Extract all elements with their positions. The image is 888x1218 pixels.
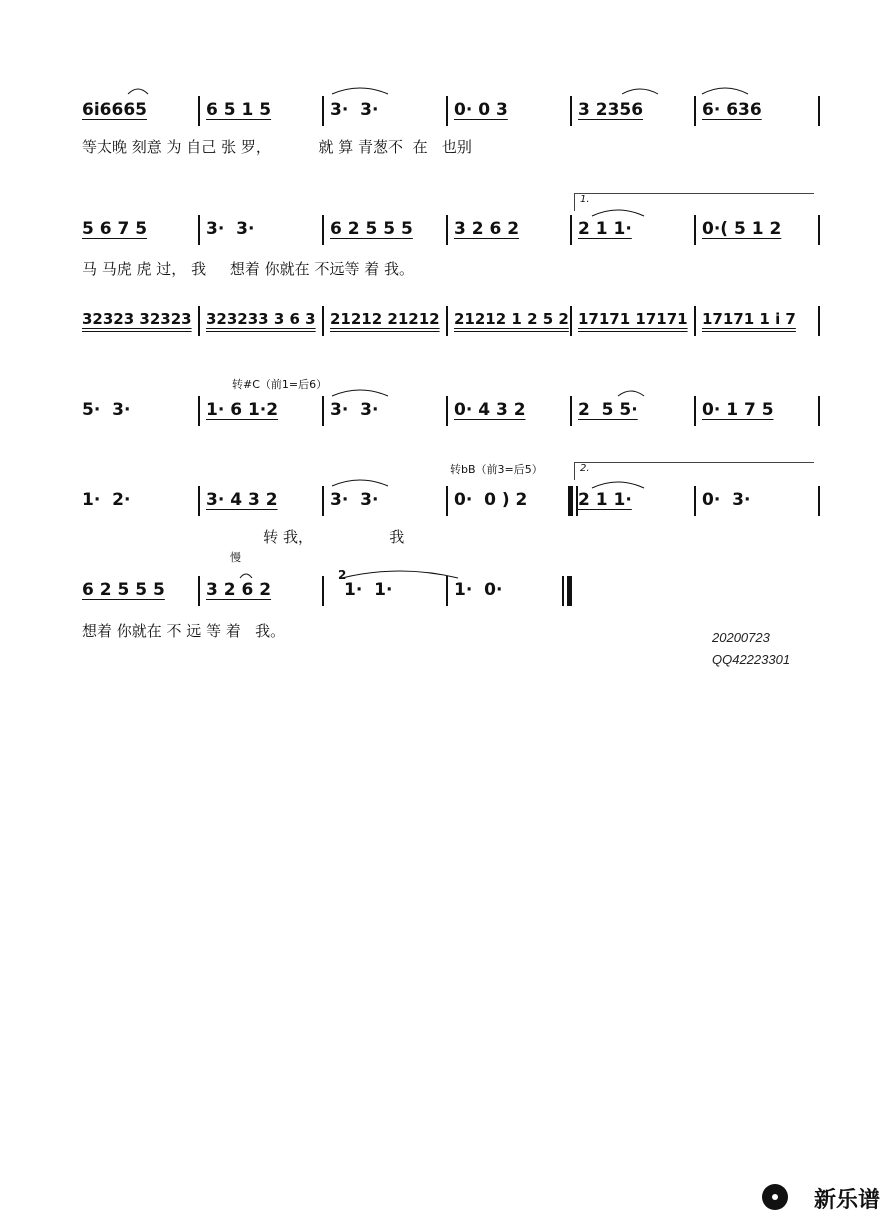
score-line-1 xyxy=(82,100,822,126)
score-line-6 xyxy=(82,580,822,606)
barline xyxy=(322,576,324,606)
final-barline-thick xyxy=(567,576,572,606)
score-line-3 xyxy=(82,310,822,336)
barline xyxy=(694,486,696,516)
measure-3-4: 21212 1 2 5 2 xyxy=(454,310,569,328)
measure-1-6: 6· 636 xyxy=(702,100,762,120)
barline xyxy=(198,306,200,336)
measure-3-3: 21212 21212 xyxy=(330,310,440,328)
barline xyxy=(198,96,200,126)
barline xyxy=(446,96,448,126)
measure-2-3: 6 2 5 5 5 xyxy=(330,219,413,239)
measure-2-4: 3 2 6 2 xyxy=(454,219,520,239)
volta-bracket-2 xyxy=(574,462,814,463)
measure-3-5: 17171 17171 xyxy=(578,310,688,328)
barline xyxy=(322,96,324,126)
lyrics-line-1: 等太晚 刻意 为 自己 张 罗， 就 算 青葱不 在 也别 xyxy=(82,138,472,156)
lyrics-line-2: 马 马虎 虎 过， 我 想着 你就在 不远等 着 我。 xyxy=(82,260,414,278)
volta-number-2: 2. xyxy=(580,463,590,474)
measure-4-5: 2 5 5· xyxy=(578,400,638,420)
slur xyxy=(330,82,390,96)
barline xyxy=(198,486,200,516)
final-barline-thin xyxy=(562,576,564,606)
volta-hook xyxy=(574,193,575,211)
repeat-barline xyxy=(568,486,573,516)
barline xyxy=(322,486,324,516)
measure-3-2: 323233 3 6 3 xyxy=(206,310,316,328)
measure-6-1: 6 2 5 5 5 xyxy=(82,580,165,600)
tempo-mark: 慢 xyxy=(230,551,241,564)
barline xyxy=(570,215,572,245)
slur xyxy=(590,476,646,490)
music-disc-icon xyxy=(762,1184,788,1210)
measure-5-1: 1· 2· xyxy=(82,490,131,510)
barline xyxy=(818,215,820,245)
slur xyxy=(590,204,646,218)
barline xyxy=(818,396,820,426)
barline xyxy=(694,396,696,426)
measure-5-4: 0· 0 ) 2 xyxy=(454,490,528,510)
barline xyxy=(446,396,448,426)
measure-4-1: 5· 3· xyxy=(82,400,131,420)
measure-4-4: 0· 4 3 2 xyxy=(454,400,526,420)
measure-3-6: 17171 1 i 7 xyxy=(702,310,796,328)
barline xyxy=(322,396,324,426)
score-line-2 xyxy=(82,219,822,245)
slur xyxy=(616,386,646,398)
barline xyxy=(570,396,572,426)
score-line-4 xyxy=(82,400,822,426)
measure-4-3: 3· 3· xyxy=(330,400,379,420)
barline xyxy=(322,306,324,336)
slur xyxy=(330,474,390,488)
barline xyxy=(694,215,696,245)
slur xyxy=(330,384,390,398)
measure-4-2: 1· 6 1·2 xyxy=(206,400,279,420)
measure-1-5: 3 2356 xyxy=(578,100,644,120)
measure-2-6: 0·( 5 1 2 xyxy=(702,219,782,239)
barline xyxy=(322,215,324,245)
measure-1-2: 6 5 1 5 xyxy=(206,100,272,120)
time-signature-2: 2 xyxy=(338,568,347,582)
slur xyxy=(340,564,460,580)
barline xyxy=(446,215,448,245)
slur xyxy=(700,82,750,96)
measure-5-6: 0· 3· xyxy=(702,490,751,510)
measure-4-6: 0· 1 7 5 xyxy=(702,400,774,420)
measure-1-3: 3· 3· xyxy=(330,100,379,120)
volta-number-1: 1. xyxy=(580,194,590,205)
qq-stamp: QQ42223301 xyxy=(712,652,791,667)
measure-5-3: 3· 3· xyxy=(330,490,379,510)
score-line-5 xyxy=(82,490,822,516)
slur xyxy=(126,84,150,96)
measure-1-4: 0· 0 3 xyxy=(454,100,508,120)
barline xyxy=(818,306,820,336)
slur xyxy=(620,84,660,96)
barline xyxy=(446,306,448,336)
measure-3-1: 32323 32323 xyxy=(82,310,192,328)
barline xyxy=(576,486,578,516)
lyrics-line-6: 想着 你就在 不 远 等 着 我。 xyxy=(82,622,286,640)
measure-1-1: 6i6665 xyxy=(82,100,147,120)
barline xyxy=(570,96,572,126)
barline xyxy=(694,306,696,336)
barline xyxy=(198,576,200,606)
modulation-mark-1: 转#C（前1=后6） xyxy=(232,378,328,391)
fermata xyxy=(238,570,254,580)
site-logo-text: 新乐谱 xyxy=(813,1188,880,1213)
barline xyxy=(818,96,820,126)
barline xyxy=(198,215,200,245)
barline xyxy=(198,396,200,426)
volta-bracket-1 xyxy=(574,193,814,194)
barline xyxy=(570,306,572,336)
barline xyxy=(446,486,448,516)
date-stamp: 20200723 xyxy=(712,630,770,645)
barline xyxy=(446,576,448,606)
measure-6-3: 1· 1· xyxy=(344,580,393,600)
measure-5-2: 3· 4 3 2 xyxy=(206,490,278,510)
barline xyxy=(694,96,696,126)
measure-6-4: 1· 0· xyxy=(454,580,503,600)
lyrics-line-5: 转 我， 我 xyxy=(82,528,405,546)
measure-5-5: 2 1 1· xyxy=(578,490,632,510)
measure-6-2: 3 2 6 2 xyxy=(206,580,272,600)
measure-2-2: 3· 3· xyxy=(206,219,255,239)
measure-2-1: 5 6 7 5 xyxy=(82,219,148,239)
barline xyxy=(818,486,820,516)
volta-hook xyxy=(574,462,575,480)
modulation-mark-2: 转bB（前3=后5） xyxy=(450,463,543,476)
measure-2-5: 2 1 1· xyxy=(578,219,632,239)
